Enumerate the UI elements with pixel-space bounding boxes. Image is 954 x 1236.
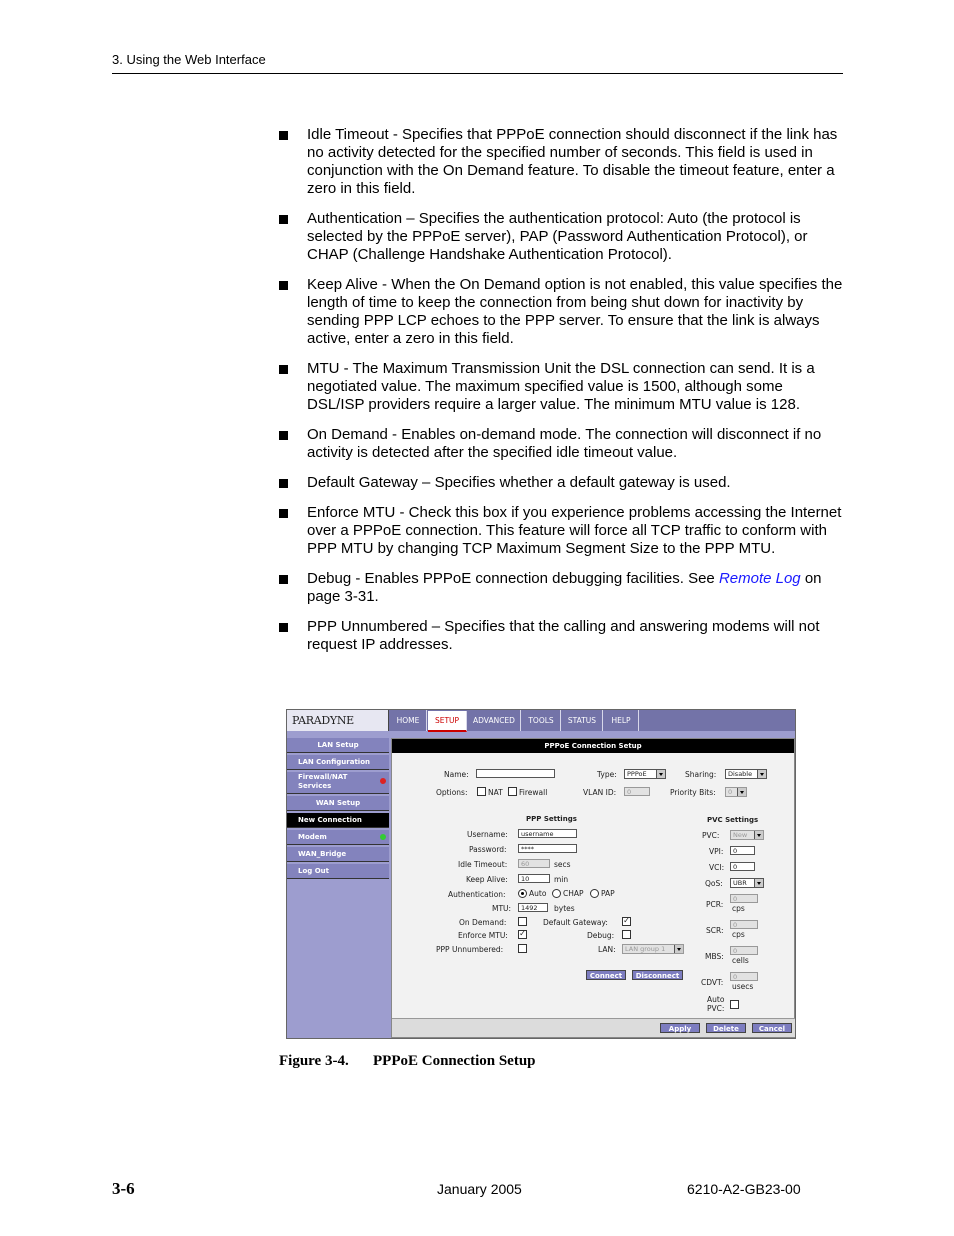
bullet-icon <box>279 365 288 374</box>
apply-button[interactable]: Apply <box>660 1023 700 1033</box>
sharing-label: Sharing: <box>685 770 717 779</box>
cancel-button[interactable]: Cancel <box>752 1023 792 1033</box>
panel-title: PPPoE Connection Setup <box>392 739 794 753</box>
type-label: Type: <box>597 770 617 779</box>
on-demand-checkbox[interactable] <box>518 917 527 926</box>
running-header: 3. Using the Web Interface <box>112 52 266 67</box>
ppp-settings-heading: PPP Settings <box>526 815 577 823</box>
tab-tools[interactable]: TOOLS <box>522 710 561 731</box>
footer-date: January 2005 <box>437 1181 522 1197</box>
nat-checkbox[interactable] <box>477 787 486 796</box>
header-rule <box>112 73 843 74</box>
pvc-label: PVC: <box>702 831 720 840</box>
auth-pap-label: PAP <box>601 889 615 898</box>
bullet-icon <box>279 281 288 290</box>
sidebar-item-wan-setup[interactable]: WAN Setup <box>287 796 389 811</box>
scr-input[interactable]: 0 <box>730 920 758 929</box>
default-gateway-checkbox[interactable]: ✓ <box>623 916 630 925</box>
firewall-checkbox[interactable] <box>508 787 517 796</box>
remote-log-link[interactable]: Remote Log <box>718 570 801 587</box>
tab-setup[interactable]: SETUP <box>428 711 467 732</box>
debug-checkbox[interactable] <box>622 930 631 939</box>
username-input[interactable]: username <box>518 829 577 838</box>
mbs-unit: cells <box>732 956 749 965</box>
sidebar-item-wan-bridge[interactable]: WAN_Bridge <box>287 847 389 862</box>
bullet-icon <box>279 131 288 140</box>
bullet-keep-alive: Keep Alive - When the On Demand option is not enabled, this value specifies the length of time to keep the connection from being shut down for inactivity by sending PPP LCP echoes to the PPP server. To ensure that the link is always active, enter a zero in this field. <box>279 276 844 348</box>
paradyne-logo: PARADYNE <box>287 710 389 731</box>
enforce-mtu-checkbox[interactable]: ✓ <box>519 929 526 938</box>
sidebar-fill <box>287 878 389 1021</box>
bullet-enforce-mtu: Enforce MTU - Check this box if you experience problems accessing the Internet over a PPPoE connection. This feature will force all TCP traffic to conform with PPP MTU by changing TCP Maximum Segment Size to the PPP MTU. <box>279 504 844 558</box>
red-status-icon <box>380 778 386 784</box>
cdvt-unit: usecs <box>732 982 754 991</box>
tab-advanced[interactable]: ADVANCED <box>468 710 521 731</box>
tab-home[interactable]: HOME <box>390 710 427 731</box>
enforce-mtu-label: Enforce MTU: <box>458 931 508 940</box>
cdvt-input[interactable]: 0 <box>730 972 758 981</box>
bullet-list <box>279 126 844 666</box>
pcr-label: PCR: <box>706 900 724 909</box>
vpi-input[interactable]: 0 <box>730 846 755 855</box>
chevron-down-icon <box>656 770 665 778</box>
cdvt-label: CDVT: <box>701 978 724 987</box>
auth-auto-radio[interactable] <box>518 889 527 898</box>
tab-status[interactable]: STATUS <box>562 710 603 731</box>
keep-alive-label: Keep Alive: <box>466 875 508 884</box>
qos-select[interactable]: UBR <box>730 878 764 888</box>
bullet-default-gateway: Default Gateway – Specifies whether a default gateway is used. <box>279 474 844 492</box>
pcr-unit: cps <box>732 904 745 913</box>
bullet-icon <box>279 479 288 488</box>
bullet-on-demand: On Demand - Enables on-demand mode. The connection will disconnect if no activity is detected after the specified idle timeout value. <box>279 426 844 462</box>
scr-unit: cps <box>732 930 745 939</box>
sidebar <box>287 738 389 881</box>
idle-timeout-label: Idle Timeout: <box>458 860 508 869</box>
name-label: Name: <box>444 770 469 779</box>
auth-pap-radio[interactable] <box>590 889 599 898</box>
sharing-select[interactable]: Disable <box>725 769 767 779</box>
vlan-id-input[interactable]: 0 <box>624 787 650 796</box>
pcr-input[interactable]: 0 <box>730 894 758 903</box>
vci-input[interactable]: 0 <box>730 862 755 871</box>
bullet-icon <box>279 215 288 224</box>
pvc-select[interactable]: New <box>730 830 764 840</box>
vci-label: VCI: <box>709 863 725 872</box>
vpi-label: VPI: <box>709 847 724 856</box>
password-input[interactable]: **** <box>518 844 577 853</box>
chevron-down-icon <box>754 831 763 839</box>
default-gateway-label: Default Gateway: <box>543 918 608 927</box>
bullet-icon <box>279 623 288 632</box>
bullet-icon <box>279 575 288 584</box>
sidebar-item-lan-setup[interactable]: LAN Setup <box>287 738 389 753</box>
vlan-id-label: VLAN ID: <box>583 788 617 797</box>
document-id: 6210-A2-GB23-00 <box>687 1181 801 1197</box>
options-label: Options: <box>436 788 468 797</box>
bullet-mtu: MTU - The Maximum Transmission Unit the DSL connection can send. It is a negotiated value. The maximum specified value is 1500, although some DSL/ISP providers require a larger value. The minimum MTU value is 128. <box>279 360 844 414</box>
lan-label: LAN: <box>598 945 616 954</box>
connect-button[interactable]: Connect <box>586 970 626 980</box>
secs-label: secs <box>554 860 571 869</box>
bullet-icon <box>279 431 288 440</box>
mbs-label: MBS: <box>705 952 724 961</box>
mbs-input[interactable]: 0 <box>730 946 758 955</box>
sidebar-item-log-out[interactable]: Log Out <box>287 864 389 879</box>
chevron-down-icon <box>674 945 683 953</box>
tab-help[interactable]: HELP <box>604 710 639 731</box>
on-demand-label: On Demand: <box>459 918 507 927</box>
min-label: min <box>554 875 569 884</box>
figure-number: Figure 3-4. <box>279 1053 349 1069</box>
mtu-input[interactable]: 1492 <box>518 903 548 912</box>
bullet-icon <box>279 509 288 518</box>
password-label: Password: <box>469 845 507 854</box>
lan-select[interactable]: LAN group 1 <box>622 944 684 954</box>
bytes-label: bytes <box>554 904 575 913</box>
type-select[interactable]: PPPoE <box>624 769 666 779</box>
nat-label: NAT <box>488 788 503 797</box>
name-input[interactable] <box>476 769 555 778</box>
qos-label: QoS: <box>705 879 723 888</box>
scr-label: SCR: <box>706 926 724 935</box>
ppp-unnumbered-label: PPP Unnumbered: <box>436 945 504 954</box>
bullet-debug: Debug - Enables PPPoE connection debugging facilities. See Remote Log on page 3-31. <box>279 570 844 606</box>
sidebar-item-lan-configuration[interactable]: LAN Configuration <box>287 755 389 770</box>
bullet-authentication: Authentication – Specifies the authentication protocol: Auto (the protocol is selected by the PPPoE server), PAP (Password Authentication Protocol), or CHAP (Challenge Handshake Authentication Protocol). <box>279 210 844 264</box>
pppoe-setup-screenshot <box>286 709 796 1039</box>
main-panel <box>391 738 795 1038</box>
ppp-unnumbered-checkbox[interactable] <box>518 944 527 953</box>
page-number: 3-6 <box>112 1179 135 1198</box>
auth-chap-label: CHAP <box>563 889 584 898</box>
authentication-label: Authentication: <box>448 890 506 899</box>
priority-bits-label: Priority Bits: <box>670 788 716 797</box>
chevron-down-icon <box>754 879 763 887</box>
disconnect-button[interactable]: Disconnect <box>632 970 683 980</box>
auth-auto-label: Auto <box>529 889 547 898</box>
idle-timeout-input[interactable]: 60 <box>518 859 550 868</box>
keep-alive-input[interactable]: 10 <box>518 874 550 883</box>
chevron-down-icon <box>737 788 746 796</box>
debug-label: Debug: <box>587 931 615 940</box>
delete-button[interactable]: Delete <box>706 1023 746 1033</box>
bullet-ppp-unnumbered: PPP Unnumbered – Specifies that the calling and answering modems will not request IP addresses. <box>279 618 844 654</box>
sidebar-item-firewall-nat[interactable]: Firewall/NAT Services <box>287 772 389 794</box>
pvc-settings-heading: PVC Settings <box>707 816 759 824</box>
priority-bits-select[interactable]: 0 <box>725 787 747 797</box>
auto-pvc-label: Auto PVC: <box>707 995 725 1013</box>
sidebar-item-modem[interactable]: Modem <box>287 830 389 845</box>
username-label: Username: <box>467 830 508 839</box>
sidebar-item-new-connection[interactable]: New Connection <box>287 813 389 828</box>
figure-title: PPPoE Connection Setup <box>373 1053 536 1069</box>
mtu-label: MTU: <box>492 904 512 913</box>
auto-pvc-checkbox[interactable] <box>730 1000 739 1009</box>
bullet-idle-timeout: Idle Timeout - Specifies that PPPoE connection should disconnect if the link has no activity detected for the specified number of seconds. This field is used in conjunction with the On Demand feature. To disable the timeout feature, enter a zero in this field. <box>279 126 844 198</box>
figure-caption <box>279 1053 536 1070</box>
auth-chap-radio[interactable] <box>552 889 561 898</box>
top-nav-bar <box>287 710 795 731</box>
firewall-label: Firewall <box>519 788 548 797</box>
action-bar <box>392 1018 796 1037</box>
chevron-down-icon <box>757 770 766 778</box>
green-status-icon <box>380 834 386 840</box>
